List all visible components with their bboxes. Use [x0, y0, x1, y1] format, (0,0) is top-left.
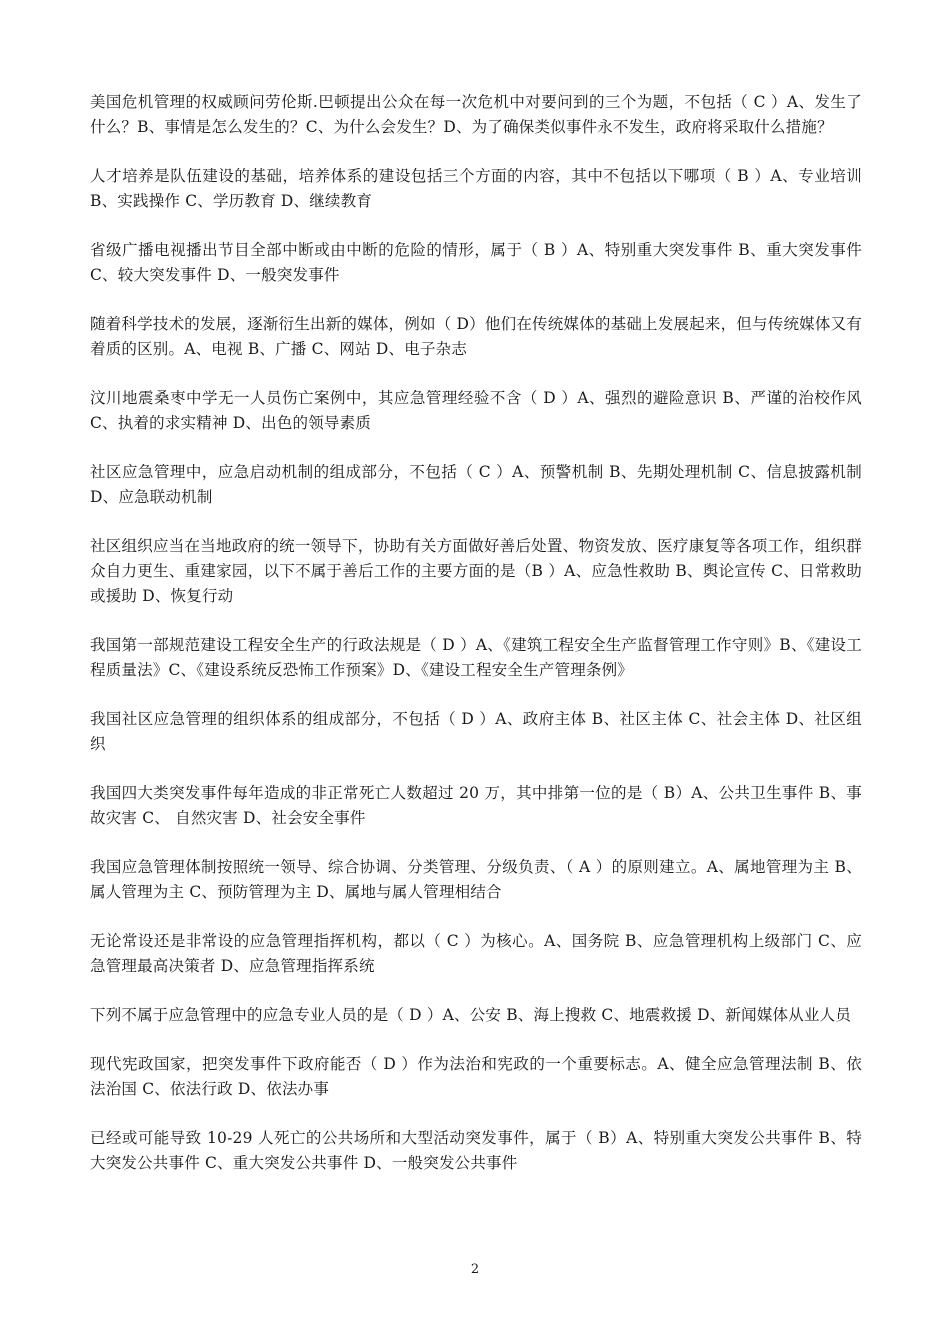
question-11: 我国应急管理体制按照统一领导、综合协调、分类管理、分级负责、（ A ）的原则建立。A、属地管理为主 B、属人管理为主 C、预防管理为主 D、属地与属人管理相结合: [90, 858, 862, 901]
question-12: 无论常设还是非常设的应急管理指挥机构，都以（ C ）为核心。A、国务院 B、应急管理机构上级部门 C、应急管理最高决策者 D、应急管理指挥系统: [90, 932, 862, 975]
question-5: 汶川地震桑枣中学无一人员伤亡案例中，其应急管理经验不含（ D ）A、强烈的避险意识 B、严谨的治校作风 C、执着的求实精神 D、出色的领导素质: [90, 389, 862, 432]
question-1: 美国危机管理的权威顾问劳伦斯.巴顿提出公众在每一次危机中对要问到的三个为题，不包括（ C ）A、发生了什么？B、事情是怎么发生的？C、为什么会发生？D、为了确保类似事件永不发生，政府将采取什么措施？: [90, 93, 862, 136]
question-8: 我国第一部规范建设工程安全生产的行政法规是（ D ）A、《建筑工程安全生产监督管理工作守则》B、《建设工程质量法》C、《建设系统反恐怖工作预案》D、《建设工程安全生产管理条例》: [90, 636, 862, 679]
question-15: 已经或可能导致 10-29 人死亡的公共场所和大型活动突发事件，属于（ B）A、特别重大突发公共事件 B、特大突发公共事件 C、重大突发公共事件 D、一般突发公共事件: [90, 1129, 862, 1172]
question-7: 社区组织应当在当地政府的统一领导下，协助有关方面做好善后处置、物资发放、医疗康复等各项工作，组织群众自力更生、重建家园，以下不属于善后工作的主要方面的是（B ）A、应急性救助 B、舆论宣传 C、日常救助或援助 D、恢复行动: [90, 537, 862, 605]
question-list: [90, 90, 862, 1200]
question-9: 我国社区应急管理的组织体系的组成部分，不包括（ D ）A、政府主体 B、社区主体 C、社会主体 D、社区组织: [90, 710, 862, 753]
page-number: 2: [470, 1262, 480, 1277]
question-4: 随着科学技术的发展，逐渐衍生出新的媒体，例如（ D）他们在传统媒体的基础上发展起来，但与传统媒体又有着质的区别。A、电视 B、广播 C、网站 D、电子杂志: [90, 315, 862, 358]
question-14: 现代宪政国家，把突发事件下政府能否（ D ）作为法治和宪政的一个重要标志。A、健全应急管理法制 B、依法治国 C、依法行政 D、依法办事: [90, 1055, 862, 1098]
question-3: 省级广播电视播出节目全部中断或由中断的危险的情形，属于（ B ）A、特别重大突发事件 B、重大突发事件 C、较大突发事件 D、一般突发事件: [90, 241, 862, 284]
question-6: 社区应急管理中，应急启动机制的组成部分，不包括（ C ）A、预警机制 B、先期处理机制 C、信息披露机制 D、应急联动机制: [90, 463, 862, 506]
question-13: 下列不属于应急管理中的应急专业人员的是（ D ）A、公安 B、海上搜救 C、地震救援 D、新闻媒体从业人员: [90, 1006, 852, 1024]
question-2: 人才培养是队伍建设的基础，培养体系的建设包括三个方面的内容，其中不包括以下哪项（ B ）A、专业培训 B、实践操作 C、学历教育 D、继续教育: [90, 167, 862, 210]
question-10: 我国四大类突发事件每年造成的非正常死亡人数超过 20 万，其中排第一位的是（ B）A、公共卫生事件 B、事故灾害 C、 自然灾害 D、社会安全事件: [90, 784, 862, 827]
